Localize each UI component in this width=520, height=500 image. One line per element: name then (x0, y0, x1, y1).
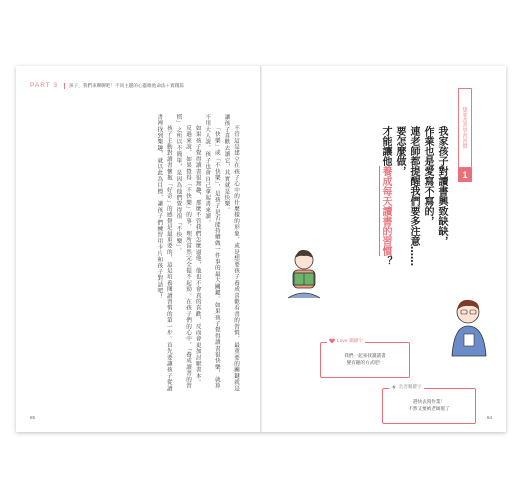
love-bubble-text (321, 353, 409, 367)
chapter-title (378, 126, 448, 301)
title-highlight: 養成每天讀書的習慣 (380, 166, 391, 256)
left-page (16, 66, 260, 432)
child-reading-illustration (280, 246, 330, 306)
heart-icon (329, 338, 335, 344)
paragraph: 如果孩子覺得讀書很無趣，那麼不管我們怎麼逼他，他也不會真的喜歡，反而會更加討厭書本。 (194, 125, 201, 386)
page-number: 64 (486, 415, 492, 420)
hate-bubble-text (383, 399, 475, 413)
bubble-line: 不然又要被老師罵了 (408, 407, 450, 412)
paragraph: 「快樂」或「不快樂」，是孩子是否能持續做一件事的最大關鍵。如果孩子覺得讀書很快樂，就算不用大人說，孩子也會自己拿起書來讀。 (204, 114, 220, 389)
page-header (30, 82, 184, 89)
warning-keyword-label: 危害關鍵字 (399, 385, 422, 390)
part-label: PART 3 (30, 82, 59, 89)
love-keyword-label: 關鍵字 (349, 339, 363, 344)
title-line-last (378, 126, 392, 301)
page-number: 65 (30, 415, 36, 420)
chapter-number: 1 (458, 168, 472, 182)
title-line: 要怎麼做， (394, 126, 405, 176)
love-tag: Love (337, 338, 348, 344)
lightning-icon (391, 384, 397, 390)
title-line: 我家孩子對讀書興致缺缺， (436, 126, 447, 246)
body-text (40, 114, 240, 392)
love-bubble-header (327, 338, 365, 344)
title-line: 作業也是愛寫不寫的， (422, 126, 433, 226)
title-line: 才能讓他 (380, 126, 391, 166)
paragraph: 反過來說，如果覺得「不快樂」的事，理所當然完全提不起勁。在孩子們的心中，「養成讀書的習慣」之所以不簡單，是因為他們覺得很「不快樂」。 (175, 114, 192, 389)
right-page (262, 66, 506, 432)
paragraph: 不管這是建立在孩子心中的什麼樣的形象，或是想要孩子養成喜歡看書的習慣，最重要的關鍵就是讓孩子喜歡去讀它，其實就是快樂。 (223, 114, 239, 392)
warning-keyword-bubble (382, 385, 476, 424)
bubble-line: 趕快去寫作業！ (412, 400, 446, 405)
series-label: 想要改善學習習慣 (458, 88, 472, 168)
paragraph: 孩子主動對讀書懷抱「好奇」的感覺是最重要的，這是培養閱讀習慣的第一步。首先要讓孩子從讀書裡找到樂趣，就以此為目標，讓孩子們練習用卡片和孩子對話吧！ (156, 114, 172, 392)
bubble-line: 我們一起來找讀讀書 (344, 354, 386, 359)
title-end: ？ (380, 256, 391, 266)
title-line: 連老師都提醒我們要多注意…… (408, 126, 419, 266)
love-keyword-bubble (320, 338, 410, 378)
bubble-line: 變有趣的方式吧！ (346, 361, 384, 366)
header-title: 孩子，我們來聊聊吧！不同主題的心靈維他命法＋實踐篇 (64, 83, 184, 89)
book-spread (16, 66, 506, 432)
parent-illustration (442, 296, 498, 366)
hate-bubble-header (389, 384, 424, 390)
